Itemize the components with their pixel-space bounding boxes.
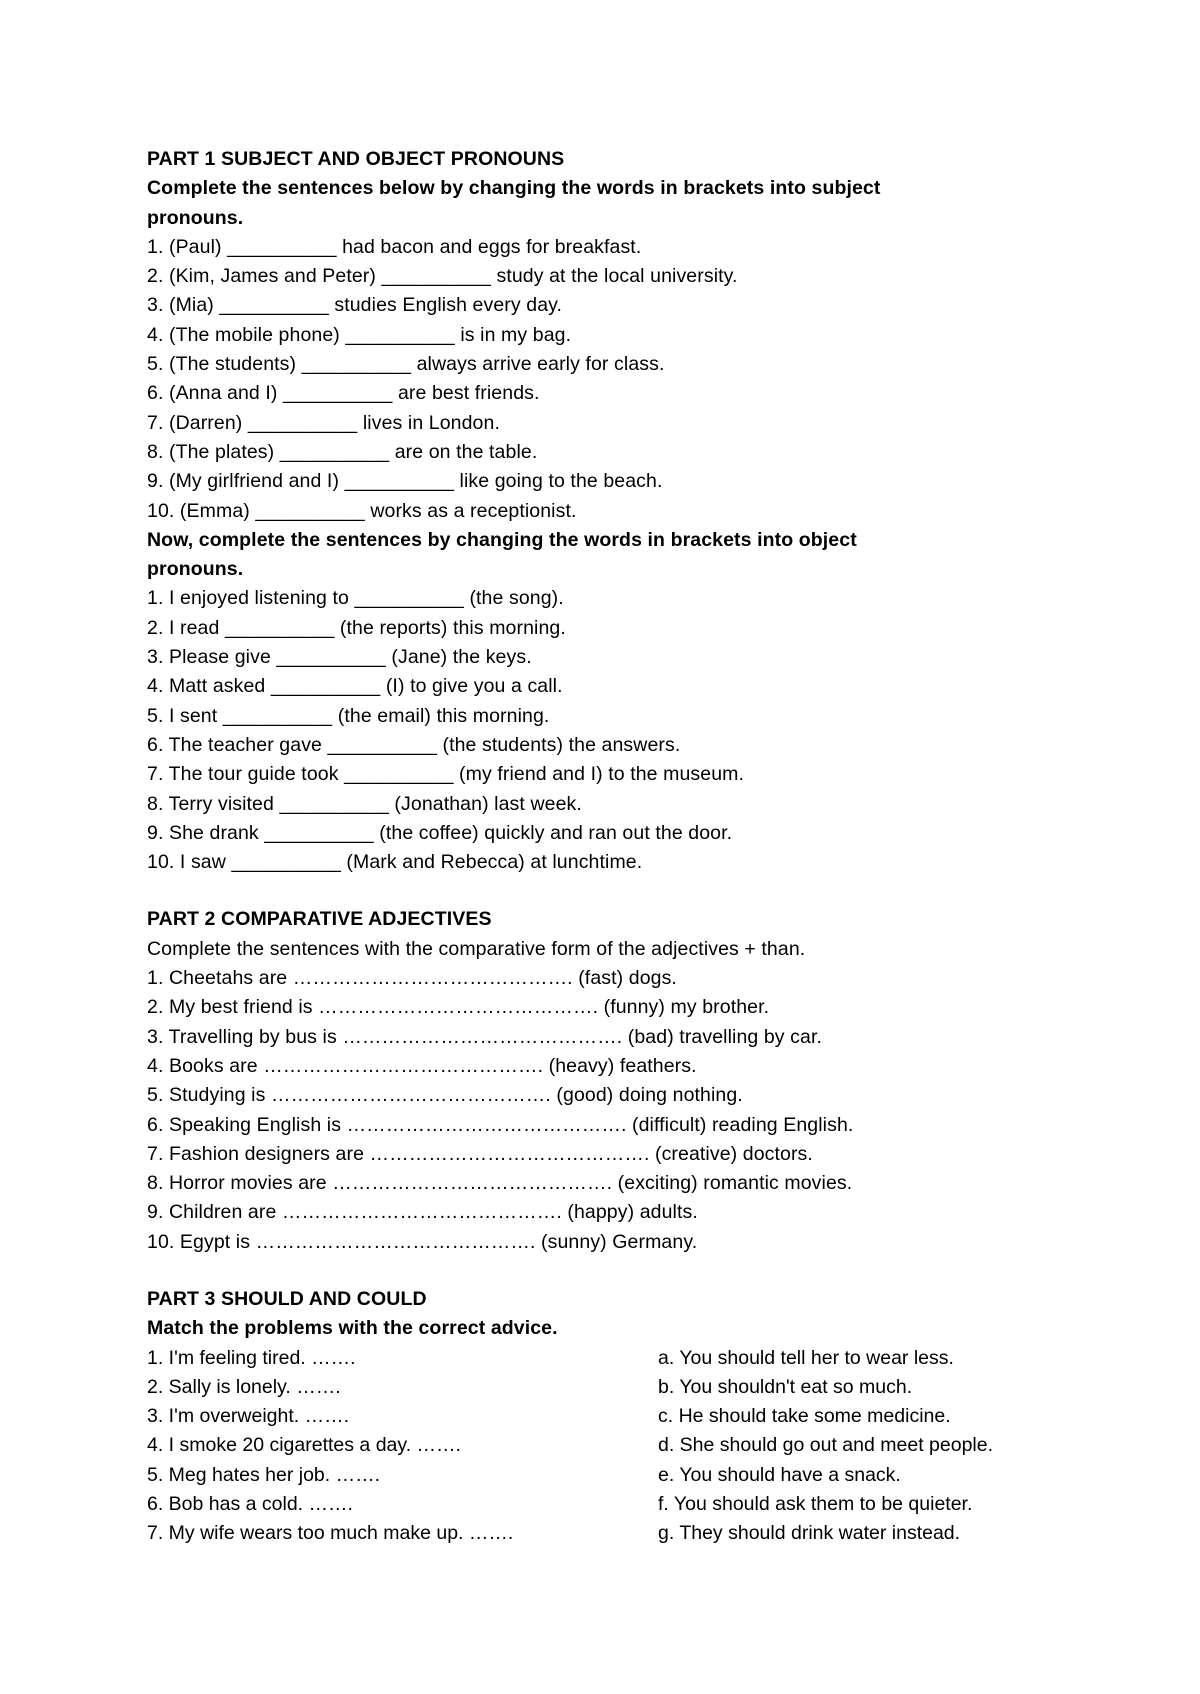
section-spacer bbox=[147, 1257, 1087, 1285]
exercise-item: 8. Horror movies are ……………………………………. (exciting) romantic movies. bbox=[147, 1172, 853, 1195]
exercise-item: 5. Studying is ……………………………………. (good) doing nothing. bbox=[147, 1084, 743, 1107]
match-row bbox=[147, 1373, 1087, 1402]
section-spacer bbox=[147, 877, 1087, 905]
advice-item: d. She should go out and meet people. bbox=[658, 1434, 994, 1457]
advice-item: a. You should tell her to wear less. bbox=[658, 1346, 954, 1369]
advice-item: f. You should ask them to be quieter. bbox=[658, 1493, 973, 1516]
exercise-item: 9. She drank __________ (the coffee) quickly and ran out the door. bbox=[147, 821, 733, 844]
part1-object-instruction-cont: pronouns. bbox=[147, 558, 244, 581]
exercise-item: 7. (Darren) __________ lives in London. bbox=[147, 411, 500, 434]
object-pronoun-exercise-list bbox=[147, 584, 1087, 877]
exercise-item: 1. Cheetahs are ……………………………………. (fast) dogs. bbox=[147, 967, 677, 990]
exercise-item: 5. I sent __________ (the email) this morning. bbox=[147, 704, 550, 727]
match-row bbox=[147, 1431, 1087, 1460]
match-row bbox=[147, 1490, 1087, 1519]
problem-item: 3. I'm overweight. ……. bbox=[147, 1405, 350, 1428]
exercise-item: 6. Speaking English is ……………………………………. (difficult) reading English. bbox=[147, 1113, 854, 1136]
exercise-item: 3. Travelling by bus is ……………………………………. (bad) travelling by car. bbox=[147, 1025, 822, 1048]
exercise-item: 6. The teacher gave __________ (the students) the answers. bbox=[147, 733, 681, 756]
match-row bbox=[147, 1461, 1087, 1490]
exercise-item: 8. (The plates) __________ are on the table. bbox=[147, 440, 538, 463]
subject-pronoun-exercise-list bbox=[147, 233, 1087, 526]
match-row bbox=[147, 1344, 1087, 1373]
exercise-item: 7. The tour guide took __________ (my friend and I) to the museum. bbox=[147, 763, 745, 786]
part1-heading: PART 1 SUBJECT AND OBJECT PRONOUNS bbox=[147, 148, 565, 170]
exercise-item: 1. I enjoyed listening to __________ (the song). bbox=[147, 587, 564, 610]
comparative-exercise-list bbox=[147, 964, 1087, 1257]
exercise-item: 9. (My girlfriend and I) __________ like going to the beach. bbox=[147, 470, 663, 493]
exercise-item: 9. Children are ……………………………………. (happy) adults. bbox=[147, 1201, 698, 1224]
exercise-item: 4. Matt asked __________ (I) to give you a call. bbox=[147, 675, 563, 698]
exercise-item: 10. (Emma) __________ works as a receptionist. bbox=[147, 499, 577, 522]
exercise-item: 4. (The mobile phone) __________ is in my bag. bbox=[147, 323, 572, 346]
problem-item: 2. Sally is lonely. ……. bbox=[147, 1375, 341, 1398]
matching-exercise bbox=[147, 1344, 1087, 1549]
problem-item: 4. I smoke 20 cigarettes a day. ……. bbox=[147, 1434, 461, 1457]
part1-object-instruction: Now, complete the sentences by changing the words in brackets into object bbox=[147, 528, 857, 551]
exercise-item: 1. (Paul) __________ had bacon and eggs for breakfast. bbox=[147, 235, 642, 258]
exercise-item: 6. (Anna and I) __________ are best friends. bbox=[147, 382, 540, 405]
worksheet-page bbox=[147, 145, 1087, 1549]
part1-subject-instruction: Complete the sentences below by changing the words in brackets into subject bbox=[147, 177, 881, 200]
exercise-item: 2. (Kim, James and Peter) __________ study at the local university. bbox=[147, 265, 738, 288]
exercise-item: 10. Egypt is ……………………………………. (sunny) Germany. bbox=[147, 1230, 698, 1253]
exercise-item: 7. Fashion designers are ……………………………………. (creative) doctors. bbox=[147, 1142, 813, 1165]
exercise-item: 5. (The students) __________ always arrive early for class. bbox=[147, 353, 665, 376]
part2-heading: PART 2 COMPARATIVE ADJECTIVES bbox=[147, 908, 492, 931]
part3-instruction: Match the problems with the correct advice. bbox=[147, 1317, 558, 1340]
part2-instruction: Complete the sentences with the comparative form of the adjectives + than. bbox=[147, 937, 806, 960]
part3-heading: PART 3 SHOULD AND COULD bbox=[147, 1287, 427, 1310]
exercise-item: 3. (Mia) __________ studies English every day. bbox=[147, 294, 563, 317]
problem-item: 6. Bob has a cold. ……. bbox=[147, 1493, 353, 1516]
exercise-item: 4. Books are ……………………………………. (heavy) feathers. bbox=[147, 1054, 697, 1077]
exercise-item: 10. I saw __________ (Mark and Rebecca) at lunchtime. bbox=[147, 851, 643, 874]
exercise-item: 8. Terry visited __________ (Jonathan) last week. bbox=[147, 792, 582, 815]
match-row bbox=[147, 1402, 1087, 1431]
problem-item: 7. My wife wears too much make up. ……. bbox=[147, 1522, 514, 1545]
problem-item: 1. I'm feeling tired. ……. bbox=[147, 1346, 356, 1369]
advice-item: b. You shouldn't eat so much. bbox=[658, 1375, 913, 1398]
exercise-item: 2. My best friend is ……………………………………. (funny) my brother. bbox=[147, 996, 770, 1019]
advice-item: g. They should drink water instead. bbox=[658, 1522, 961, 1545]
match-row bbox=[147, 1519, 1087, 1548]
advice-item: c. He should take some medicine. bbox=[658, 1405, 951, 1428]
exercise-item: 2. I read __________ (the reports) this morning. bbox=[147, 616, 566, 639]
exercise-item: 3. Please give __________ (Jane) the keys. bbox=[147, 646, 532, 669]
part1-subject-instruction-cont: pronouns. bbox=[147, 206, 244, 229]
advice-item: e. You should have a snack. bbox=[658, 1463, 901, 1486]
problem-item: 5. Meg hates her job. ……. bbox=[147, 1463, 381, 1486]
